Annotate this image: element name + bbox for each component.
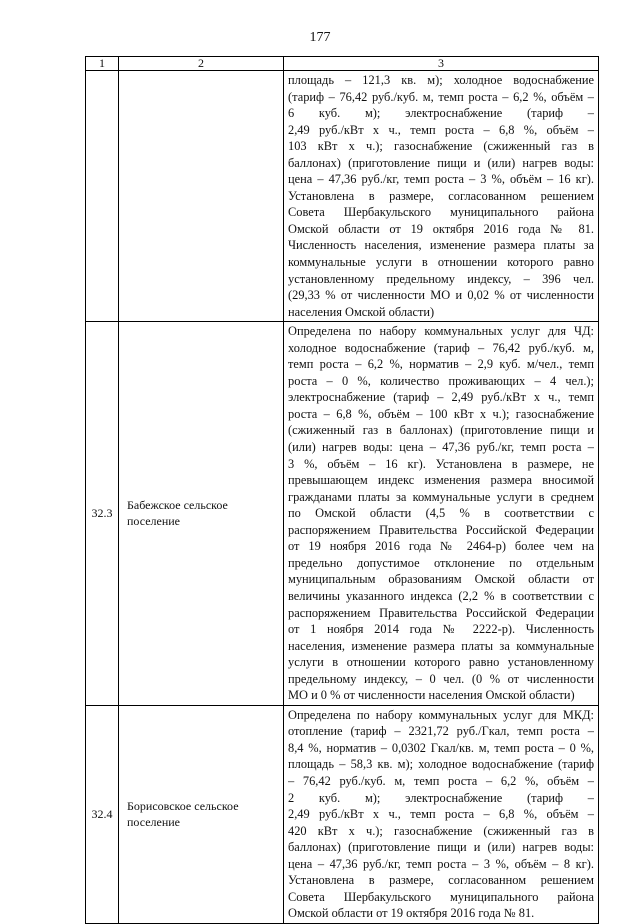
row-number: 32.4 — [86, 705, 119, 923]
settlement-name: Бабежское сельское поселение — [119, 322, 284, 706]
description-line: отопление (тариф – 2321,72 руб./Гкал, темп роста – — [288, 724, 594, 739]
settlement-name: Борисовское сельское поселение — [119, 705, 284, 923]
description-line: величины указанного индекса (2,2 % в соответствии с — [288, 588, 594, 603]
page-number: 177 — [309, 30, 331, 45]
description-line: распоряжением Правительства Российской Федерации — [288, 522, 594, 537]
description-line: коммунальные услуги в отношении которого равно — [288, 255, 594, 270]
settlement-name — [119, 71, 284, 322]
description-line: услуги в отношении которого равно установленному — [288, 655, 594, 670]
description-line: по Омской области (4,5 % в соответствии с — [288, 506, 594, 521]
description-line: 6 куб. м); электроснабжение (тариф – — [288, 106, 594, 121]
description-line: цена – 47,36 руб./кг, темп роста – 3 %, объём – 8 кг). — [288, 856, 594, 871]
description-line: баллонах) (приготовление пищи и (или) нагрев воды: — [288, 840, 594, 855]
description-line: Определена по набору коммунальных услуг для ЧД: — [288, 324, 594, 339]
row-description — [284, 71, 599, 322]
description-line: от 1 ноября 2014 года № 2222-р). Численность — [288, 622, 594, 637]
description-line: (тариф – 76,42 руб./куб. м, темп роста – 6,2 %, объём – — [288, 89, 594, 104]
description-line: 103 кВт х ч.); газоснабжение (сжиженный газ в — [288, 139, 594, 154]
description-line: Омской области от 19 октября 2016 года № 81. — [288, 906, 535, 921]
column-header-2: 2 — [119, 57, 284, 71]
description-line: МО и 0 % от численности населения Омской области) — [288, 688, 575, 703]
description-line: превышающем индекс изменения размера вносимой — [288, 473, 594, 488]
description-line: предельному индексу, – 0 чел. (0 % от численности — [288, 671, 594, 686]
description-line: Установлена в размере, согласованном решением — [288, 188, 594, 203]
description-line: роста – 6,8 %, объём – 100 кВт х ч.); газоснабжение — [288, 406, 594, 421]
description-line: роста – 0 %, количество проживающих – 4 чел.); — [288, 373, 594, 388]
description-line: распоряжением Правительства Российской Федерации — [288, 605, 594, 620]
description-line: баллонах) (приготовление пищи и (или) нагрев воды: — [288, 155, 594, 170]
description-line: муниципальным образованиям Омской области от — [288, 572, 594, 587]
description-line: (сжиженный газ в баллонах) (приготовление пищи и — [288, 423, 594, 438]
description-line: 2,49 руб./кВт х ч., темп роста – 6,8 %, объём – — [288, 122, 594, 137]
description-line: холодное водоснабжение (тариф – 76,42 руб./куб. м, — [288, 340, 594, 355]
description-line: 2 куб. м); электроснабжение (тариф – — [288, 790, 594, 805]
description-line: электроснабжение (тариф – 2,49 руб./кВт х ч., темп — [288, 390, 594, 405]
description-line: Установлена в размере, согласованном решением — [288, 873, 594, 888]
description-line: населения, изменение размера платы за коммунальные — [288, 638, 594, 653]
table-row — [86, 71, 599, 322]
row-description — [284, 705, 599, 923]
table-row — [86, 705, 599, 923]
description-line: (или) нагрев воды: цена – 47,36 руб./кг, темп роста – — [288, 440, 594, 455]
column-header-1: 1 — [86, 57, 119, 71]
description-line: от 19 ноября 2016 года № 2464-р) более чем на — [288, 539, 594, 554]
description-line: 3 %, объём – 16 кг). Установлена в размере, не — [288, 456, 594, 471]
description-line: 8,4 %, норматив – 0,0302 Гкал/кв. м, темп роста – 0 %, — [288, 740, 594, 755]
description-line: Совета Шербакульского муниципального района — [288, 889, 594, 904]
row-number — [86, 71, 119, 322]
description-line: – 76,42 руб./куб. м, темп роста – 6,2 %, объём – — [288, 773, 594, 788]
description-line: Совета Шербакульского муниципального района — [288, 205, 594, 220]
description-line: предельно допустимое отклонение по отдельным — [288, 555, 594, 570]
table-row — [86, 322, 599, 706]
row-number: 32.3 — [86, 322, 119, 706]
description-line: Численность населения, изменение размера платы за — [288, 238, 594, 253]
description-line: населения Омской области) — [288, 304, 435, 319]
description-line: 420 кВт х ч.); газоснабжение (сжиженный газ в — [288, 823, 594, 838]
description-line: (29,33 % от численности МО и 0,02 % от численности — [288, 288, 594, 303]
description-line: Определена по набору коммунальных услуг для МКД: — [288, 707, 594, 722]
description-line: цена – 47,36 руб./кг, темп роста – 3 %, объём – 16 кг). — [288, 172, 594, 187]
row-description — [284, 322, 599, 706]
description-line: 2,49 руб./кВт х ч., темп роста – 6,8 %, объём – — [288, 807, 594, 822]
table-header-row — [86, 57, 599, 71]
description-line: площадь – 121,3 кв. м); холодное водоснабжение — [288, 73, 594, 87]
description-line: гражданами платы за коммунальные услуги в среднем — [288, 489, 594, 504]
tariff-table — [85, 56, 599, 924]
column-header-3: 3 — [284, 57, 599, 71]
description-line: площадь – 58,3 кв. м); холодное водоснабжение (тариф — [288, 757, 594, 772]
description-line: темп роста – 6,2 %, норматив – 2,9 куб. м/чел., темп — [288, 357, 594, 372]
description-line: Омской области от 19 октября 2016 года № 81. — [288, 221, 594, 236]
description-line: установленному предельному индексу, – 396 чел. — [288, 271, 594, 286]
